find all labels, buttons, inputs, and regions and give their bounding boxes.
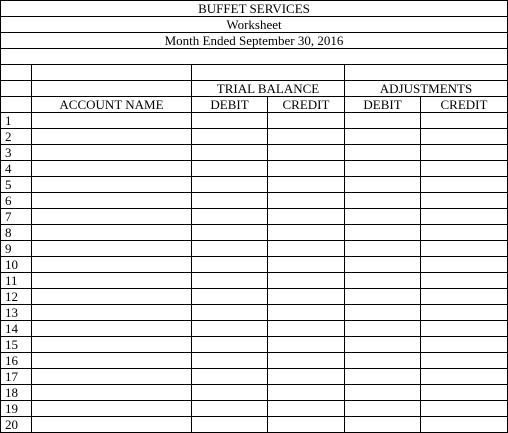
adj-debit-cell[interactable] [345,337,421,353]
tb-debit-cell[interactable] [192,353,268,369]
row-number: 20 [1,417,32,433]
account-name-cell[interactable] [32,321,192,337]
adj-debit-cell[interactable] [345,129,421,145]
tb-credit-cell[interactable] [268,337,345,353]
spacer-cell [1,49,508,65]
adj-debit-cell[interactable] [345,353,421,369]
tb-credit-cell[interactable] [268,225,345,241]
table-row [1,193,508,209]
account-name-header: ACCOUNT NAME [32,97,192,113]
row-number: 4 [1,161,32,177]
tb-credit-cell[interactable] [268,193,345,209]
tb-debit-cell[interactable] [192,241,268,257]
tb-debit-cell[interactable] [192,257,268,273]
period-label: Month Ended September 30, 2016 [1,33,508,49]
account-name-cell[interactable] [32,193,192,209]
title-row-worksheet [1,17,508,33]
adj-debit-cell[interactable] [345,161,421,177]
table-row [1,321,508,337]
tb-debit-cell[interactable] [192,273,268,289]
row-number: 3 [1,145,32,161]
account-name-cell[interactable] [32,289,192,305]
adj-credit-cell[interactable] [421,401,508,417]
table-row [1,161,508,177]
account-name-cell[interactable] [32,353,192,369]
table-row [1,289,508,305]
account-name-cell[interactable] [32,145,192,161]
row-number: 6 [1,193,32,209]
trial-balance-header: TRIAL BALANCE [192,81,345,97]
row-number: 16 [1,353,32,369]
row-number: 1 [1,113,32,129]
adj-debit-cell[interactable] [345,289,421,305]
tb-credit-cell[interactable] [268,177,345,193]
table-row [1,177,508,193]
tb-credit-cell[interactable] [268,305,345,321]
blank-cell [1,65,32,81]
adj-debit-cell[interactable] [345,209,421,225]
row-number: 10 [1,257,32,273]
adj-credit-cell[interactable] [421,305,508,321]
table-row [1,113,508,129]
adj-credit-cell[interactable] [421,193,508,209]
tb-debit-cell[interactable] [192,401,268,417]
tb-debit-cell[interactable] [192,225,268,241]
adj-debit-cell[interactable] [345,321,421,337]
blank-cell [1,97,32,113]
table-row [1,225,508,241]
adj-debit-cell[interactable] [345,273,421,289]
tb-credit-cell[interactable] [268,273,345,289]
adj-debit-cell[interactable] [345,225,421,241]
row-number: 17 [1,369,32,385]
adj-credit-cell[interactable] [421,289,508,305]
table-row [1,129,508,145]
adj-credit-cell[interactable] [421,385,508,401]
adj-debit-cell[interactable] [345,401,421,417]
tb-credit-cell[interactable] [268,145,345,161]
account-name-cell[interactable] [32,177,192,193]
title-row-period [1,33,508,49]
account-name-cell[interactable] [32,305,192,321]
worksheet-title: Worksheet [1,17,508,33]
column-header-row [1,97,508,113]
tb-debit-cell[interactable] [192,129,268,145]
adj-credit-cell[interactable] [421,145,508,161]
adj-debit-cell[interactable] [345,305,421,321]
table-row [1,273,508,289]
tb-credit-cell[interactable] [268,241,345,257]
adj-debit-cell[interactable] [345,369,421,385]
table-row [1,305,508,321]
row-number: 5 [1,177,32,193]
group-header-row [1,81,508,97]
adj-credit-cell[interactable] [421,113,508,129]
tb-debit-cell[interactable] [192,161,268,177]
account-name-cell[interactable] [32,225,192,241]
account-name-cell[interactable] [32,241,192,257]
row-number: 8 [1,225,32,241]
account-name-cell[interactable] [32,161,192,177]
tb-credit-header: CREDIT [268,97,345,113]
adj-debit-header: DEBIT [345,97,421,113]
table-row [1,401,508,417]
row-number: 13 [1,305,32,321]
tb-debit-cell[interactable] [192,385,268,401]
adj-credit-cell[interactable] [421,257,508,273]
row-number: 7 [1,209,32,225]
adj-debit-cell[interactable] [345,145,421,161]
table-row [1,241,508,257]
tb-credit-cell[interactable] [268,401,345,417]
title-row-company [1,1,508,17]
account-name-cell[interactable] [32,401,192,417]
blank-cell [32,65,192,81]
tb-debit-cell[interactable] [192,305,268,321]
tb-credit-cell[interactable] [268,161,345,177]
account-name-cell[interactable] [32,337,192,353]
tb-debit-cell[interactable] [192,113,268,129]
row-number: 15 [1,337,32,353]
tb-credit-cell[interactable] [268,257,345,273]
adj-debit-cell[interactable] [345,113,421,129]
tb-credit-cell[interactable] [268,129,345,145]
blank-row [1,65,508,81]
account-name-cell[interactable] [32,257,192,273]
table-row [1,369,508,385]
row-number: 18 [1,385,32,401]
adj-debit-cell[interactable] [345,177,421,193]
row-number: 12 [1,289,32,305]
row-number: 14 [1,321,32,337]
adj-credit-header: CREDIT [421,97,508,113]
table-row [1,337,508,353]
adj-credit-cell[interactable] [421,273,508,289]
tb-debit-cell[interactable] [192,321,268,337]
row-number: 11 [1,273,32,289]
tb-credit-cell[interactable] [268,321,345,337]
tb-credit-cell[interactable] [268,369,345,385]
table-row [1,385,508,401]
table-row [1,209,508,225]
tb-credit-cell[interactable] [268,289,345,305]
tb-debit-cell[interactable] [192,177,268,193]
row-number: 9 [1,241,32,257]
adj-credit-cell[interactable] [421,369,508,385]
blank-cell [32,81,192,97]
row-number: 2 [1,129,32,145]
tb-debit-cell[interactable] [192,337,268,353]
tb-debit-cell[interactable] [192,193,268,209]
adj-credit-cell[interactable] [421,321,508,337]
adj-debit-cell[interactable] [345,193,421,209]
spacer-row [1,49,508,65]
account-name-cell[interactable] [32,129,192,145]
adjustments-header: ADJUSTMENTS [345,81,508,97]
adj-credit-cell[interactable] [421,353,508,369]
tb-debit-header: DEBIT [192,97,268,113]
blank-cell [345,65,508,81]
account-name-cell[interactable] [32,369,192,385]
blank-cell [1,81,32,97]
blank-cell [192,65,345,81]
account-name-cell[interactable] [32,273,192,289]
tb-credit-cell[interactable] [268,353,345,369]
adj-debit-cell[interactable] [345,385,421,401]
adj-credit-cell[interactable] [421,177,508,193]
adj-credit-cell[interactable] [421,129,508,145]
account-name-cell[interactable] [32,209,192,225]
account-name-cell[interactable] [32,385,192,401]
adj-credit-cell[interactable] [421,225,508,241]
adj-credit-cell[interactable] [421,337,508,353]
tb-credit-cell[interactable] [268,113,345,129]
adj-credit-cell[interactable] [421,209,508,225]
adj-debit-cell[interactable] [345,241,421,257]
tb-debit-cell[interactable] [192,289,268,305]
tb-credit-cell[interactable] [268,385,345,401]
account-name-cell[interactable] [32,113,192,129]
tb-credit-cell[interactable] [268,209,345,225]
table-row [1,145,508,161]
adj-credit-cell[interactable] [421,241,508,257]
table-row [1,257,508,273]
row-number: 19 [1,401,32,417]
tb-debit-cell[interactable] [192,209,268,225]
adj-credit-cell[interactable] [421,161,508,177]
company-name: BUFFET SERVICES [1,1,508,17]
tb-debit-cell[interactable] [192,145,268,161]
tb-debit-cell[interactable] [192,369,268,385]
table-row [1,353,508,369]
adj-debit-cell[interactable] [345,257,421,273]
